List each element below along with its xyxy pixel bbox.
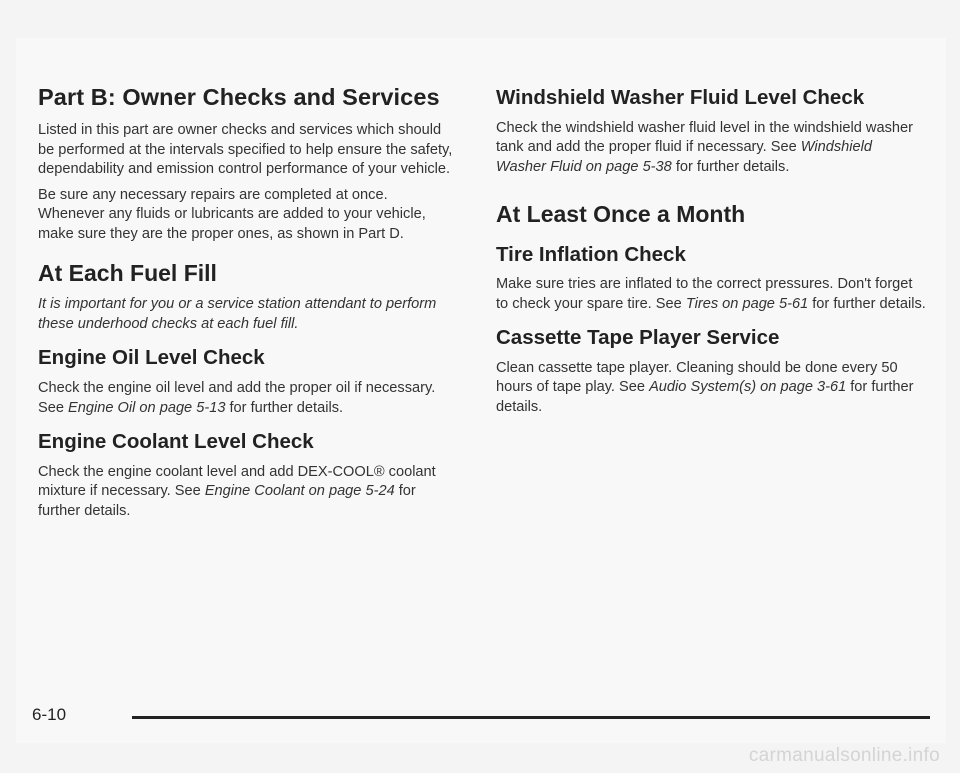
oil-level-text: Check the engine oil level and add the proper oil if necessary. See Engine Oil on page 5-13 for further details. <box>38 380 436 416</box>
monthly-heading: At Least Once a Month <box>496 201 746 228</box>
part-title: Part B: Owner Checks and Services <box>38 84 440 110</box>
page-footer <box>32 705 932 735</box>
tire-page-reference: Tires on page 5-61 <box>685 295 809 312</box>
left-column <box>38 84 458 527</box>
fuel-fill-note: It is important for you or a service station attendant to perform these underhood checks at each fuel fill. <box>38 296 437 332</box>
intro-paragraph-2: Be sure any necessary repairs are completed at once. Whenever any fluids or lubricants are added to your vehicle, make sure they are the proper ones, as shown in Part D. <box>38 186 426 242</box>
washer-page-reference: Windshield Washer Fluid on page 5-38 <box>496 139 873 175</box>
tire-inflation-heading: Tire Inflation Check <box>496 242 686 266</box>
oil-page-reference: Engine Oil on page 5-13 <box>68 399 226 416</box>
coolant-level-heading: Engine Coolant Level Check <box>38 430 314 454</box>
cassette-service-text: Clean cassette tape player. Cleaning should be done every 50 hours of tape play. See Audio System(s) on page 3-61 for further details. <box>496 359 914 415</box>
cassette-page-reference: Audio System(s) on page 3-61 <box>649 379 847 396</box>
cassette-service-heading: Cassette Tape Player Service <box>496 326 780 350</box>
right-column <box>496 86 926 423</box>
coolant-page-reference: Engine Coolant on page 5-24 <box>204 483 395 500</box>
tire-inflation-text: Make sure tries are inflated to the correct pressures. Don't forget to check your spare tire. See Tires on page 5-61 for further details. <box>496 276 926 312</box>
page-number: 6-10 <box>32 705 67 724</box>
intro-paragraph-1: Listed in this part are owner checks and services which should be performed at the intervals specified to help ensure the safety, dependability and emission control performance of your vehicle. <box>38 122 453 178</box>
oil-level-heading: Engine Oil Level Check <box>38 346 265 370</box>
footer-rule <box>132 716 930 719</box>
site-watermark: carmanualsonline.info <box>748 745 940 766</box>
washer-fluid-text: Check the windshield washer fluid level in the windshield washer tank and add the proper fluid if necessary. See Windshield Washer Fluid on page 5-38 for further details. <box>496 119 913 175</box>
fuel-fill-heading: At Each Fuel Fill <box>38 260 217 287</box>
coolant-level-text: Check the engine coolant level and add DEX-COOL® coolant mixture if necessary. See Engine Coolant on page 5-24 for further details. <box>38 463 436 519</box>
washer-fluid-heading: Windshield Washer Fluid Level Check <box>496 86 865 109</box>
manual-page <box>16 38 946 743</box>
